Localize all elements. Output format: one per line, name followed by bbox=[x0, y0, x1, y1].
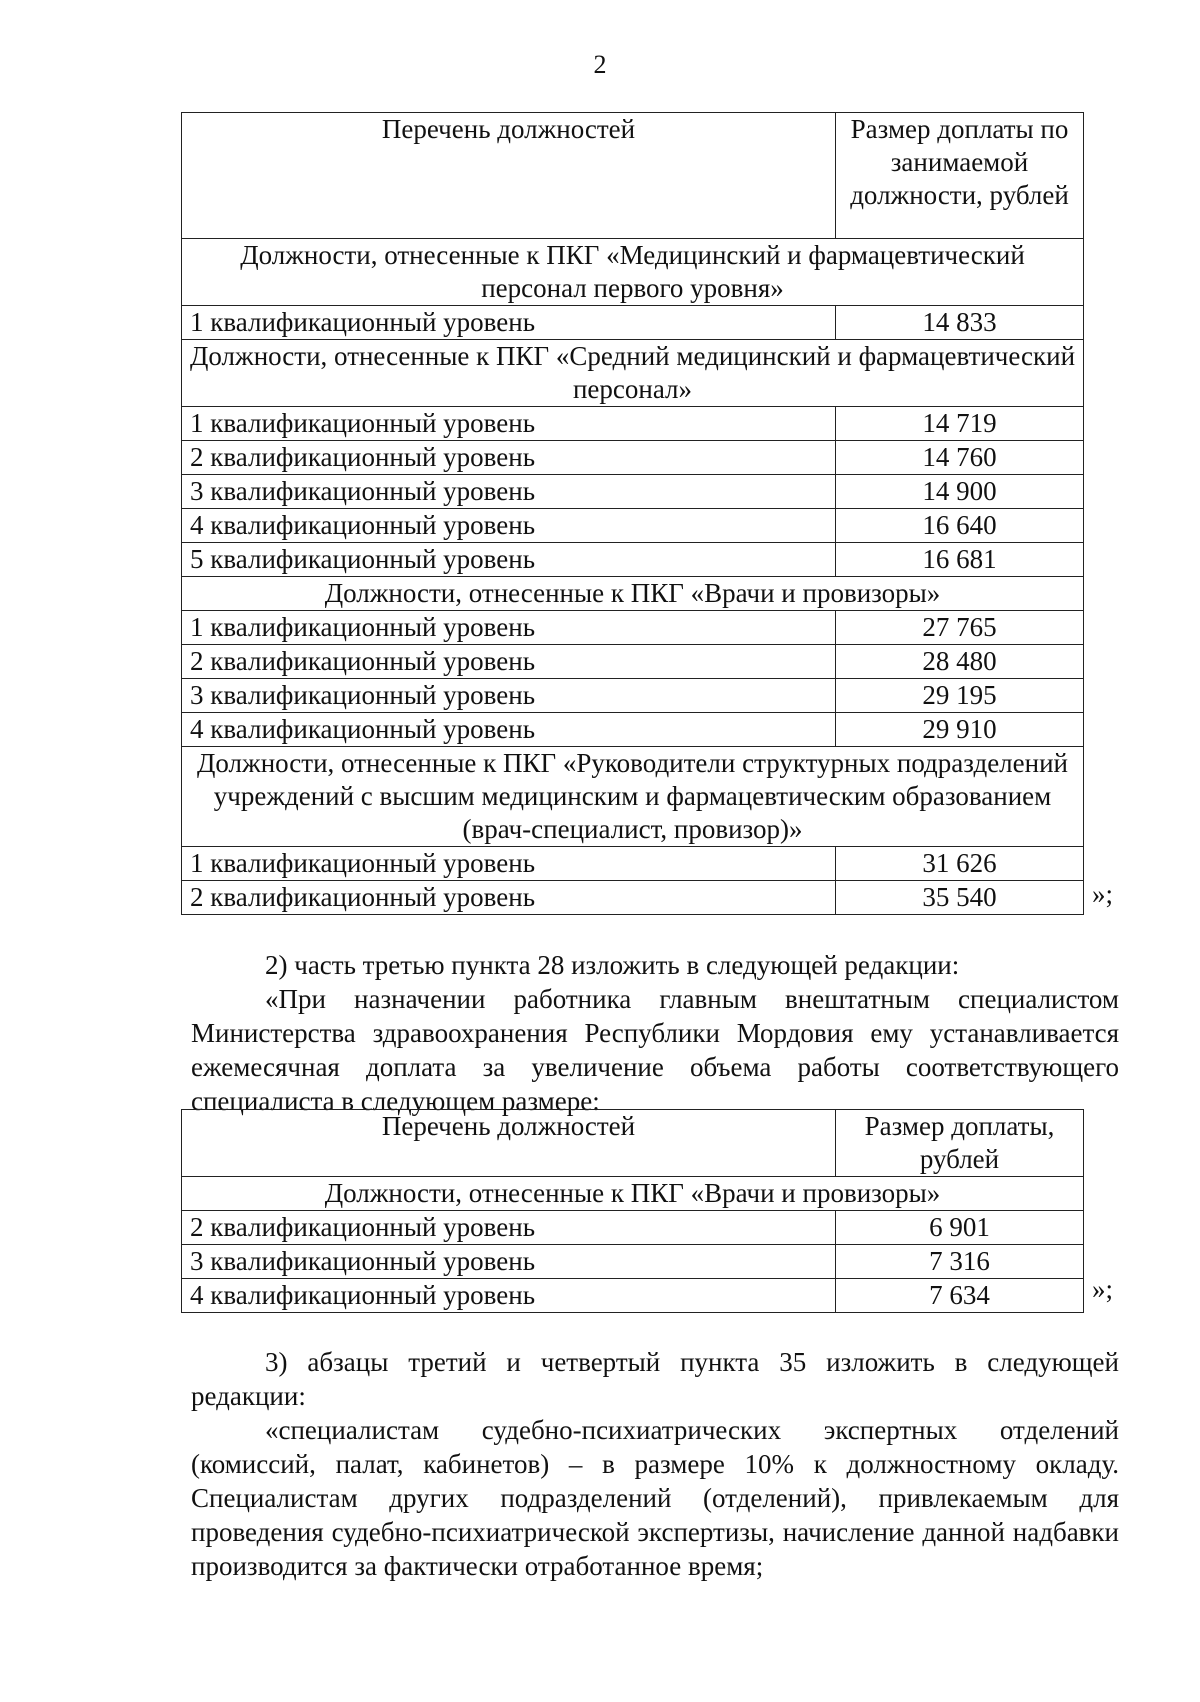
table-row bbox=[182, 679, 1084, 713]
qualification-level: 3 квалификационный уровень bbox=[182, 679, 836, 713]
qualification-level: 5 квалификационный уровень bbox=[182, 543, 836, 577]
allowance-amount: 35 540 bbox=[836, 881, 1084, 915]
group-title: Должности, отнесенные к ПКГ «Медицинский и фармацевтический персонал первого уровня» bbox=[182, 239, 1084, 306]
qualification-level: 1 квалификационный уровень bbox=[182, 611, 836, 645]
column-header-positions: Перечень должностей bbox=[182, 113, 836, 239]
group-title: Должности, отнесенные к ПКГ «Руководители структурных подразделений учреждений с высшим медицинским и фармацевтическим образованием (врач-специалист, провизор)» bbox=[182, 747, 1084, 847]
closing-quote-mark: »; bbox=[1092, 1274, 1114, 1304]
table-header-row bbox=[182, 113, 1084, 239]
item-2-quote: «При назначении работника главным внештатным специалистом Министерства здравоохранения Республики Мордовия ему устанавливается ежемесячная доплата за увеличение объема работы соответствующего специалиста в следующем размере: bbox=[191, 984, 1119, 1116]
group-row bbox=[182, 577, 1084, 611]
table-row bbox=[182, 1211, 1084, 1245]
qualification-level: 4 квалификационный уровень bbox=[182, 1279, 836, 1313]
group-title: Должности, отнесенные к ПКГ «Врачи и провизоры» bbox=[182, 577, 1084, 611]
qualification-level: 2 квалификационный уровень bbox=[182, 441, 836, 475]
allowance-table-main bbox=[181, 112, 1084, 915]
allowance-amount: 14 833 bbox=[836, 306, 1084, 340]
qualification-level: 1 квалификационный уровень bbox=[182, 407, 836, 441]
group-row bbox=[182, 340, 1084, 407]
column-header-positions: Перечень должностей bbox=[182, 1110, 836, 1177]
table-row bbox=[182, 847, 1084, 881]
allowance-amount: 14 760 bbox=[836, 441, 1084, 475]
allowance-amount: 6 901 bbox=[836, 1211, 1084, 1245]
qualification-level: 2 квалификационный уровень bbox=[182, 645, 836, 679]
table-row bbox=[182, 611, 1084, 645]
allowance-amount: 14 900 bbox=[836, 475, 1084, 509]
group-title: Должности, отнесенные к ПКГ «Врачи и провизоры» bbox=[182, 1177, 1084, 1211]
table-row bbox=[182, 713, 1084, 747]
qualification-level: 2 квалификационный уровень bbox=[182, 1211, 836, 1245]
allowance-amount: 29 195 bbox=[836, 679, 1084, 713]
allowance-amount: 7 316 bbox=[836, 1245, 1084, 1279]
allowance-amount: 16 681 bbox=[836, 543, 1084, 577]
closing-quote-mark: »; bbox=[1092, 879, 1114, 909]
qualification-level: 1 квалификационный уровень bbox=[182, 306, 836, 340]
table-row bbox=[182, 475, 1084, 509]
allowance-table-chief-specialist bbox=[181, 1109, 1084, 1313]
column-header-amount: Размер доплаты по занимаемой должности, рублей bbox=[836, 113, 1084, 239]
allowance-amount: 29 910 bbox=[836, 713, 1084, 747]
item-2-intro: 2) часть третью пункта 28 изложить в следующей редакции: bbox=[265, 950, 960, 980]
table-row bbox=[182, 306, 1084, 340]
table-row bbox=[182, 881, 1084, 915]
column-header-amount: Размер доплаты, рублей bbox=[836, 1110, 1084, 1177]
allowance-amount: 7 634 bbox=[836, 1279, 1084, 1313]
allowance-amount: 16 640 bbox=[836, 509, 1084, 543]
group-title: Должности, отнесенные к ПКГ «Средний медицинский и фармацевтический персонал» bbox=[182, 340, 1084, 407]
table-row bbox=[182, 1279, 1084, 1313]
table-row bbox=[182, 645, 1084, 679]
table-row bbox=[182, 543, 1084, 577]
qualification-level: 2 квалификационный уровень bbox=[182, 881, 836, 915]
table-header-row bbox=[182, 1110, 1084, 1177]
qualification-level: 3 квалификационный уровень bbox=[182, 475, 836, 509]
table-row bbox=[182, 441, 1084, 475]
allowance-amount: 14 719 bbox=[836, 407, 1084, 441]
group-row bbox=[182, 747, 1084, 847]
item-3-intro: 3) абзацы третий и четвертый пункта 35 изложить в следующей редакции: bbox=[191, 1347, 1119, 1411]
allowance-amount: 28 480 bbox=[836, 645, 1084, 679]
allowance-amount: 31 626 bbox=[836, 847, 1084, 881]
qualification-level: 4 квалификационный уровень bbox=[182, 713, 836, 747]
item-3-quote: «специалистам судебно-психиатрических экспертных отделений (комиссий, палат, кабинетов) – в размере 10% к должностному окладу. Специалистам других подразделений (отделений), привлекаемым для проведения судебно-психиатрической экспертизы, начисление данной надбавки производится за фактически отработанное время; bbox=[191, 1415, 1119, 1581]
group-row bbox=[182, 239, 1084, 306]
page-number: 2 bbox=[593, 50, 607, 79]
qualification-level: 4 квалификационный уровень bbox=[182, 509, 836, 543]
allowance-amount: 27 765 bbox=[836, 611, 1084, 645]
table-row bbox=[182, 1245, 1084, 1279]
qualification-level: 1 квалификационный уровень bbox=[182, 847, 836, 881]
table-row bbox=[182, 407, 1084, 441]
qualification-level: 3 квалификационный уровень bbox=[182, 1245, 836, 1279]
table-row bbox=[182, 509, 1084, 543]
group-row bbox=[182, 1177, 1084, 1211]
